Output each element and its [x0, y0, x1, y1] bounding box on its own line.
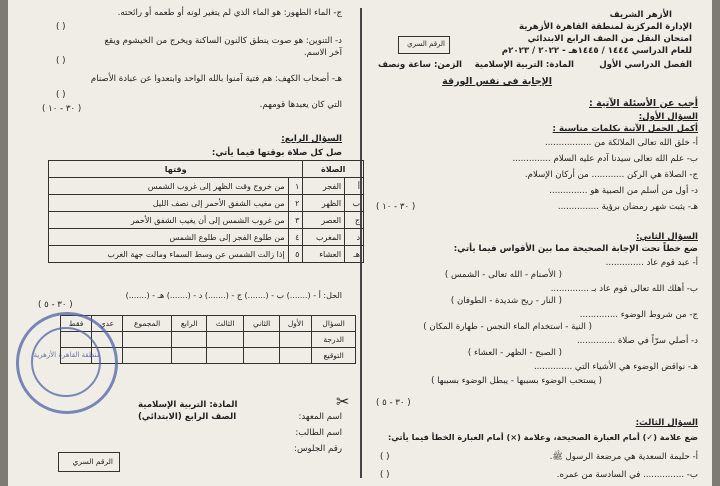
q1-prompt: أكمل الجمل الآتية بكلمات مناسبة :	[552, 124, 698, 134]
q1-item-b: ب- علم الله تعالى سيدنا آدم عليه السلام ..............	[512, 154, 698, 164]
q2-choices-d: ( الصبح - الظهر - العشاء )	[467, 348, 562, 358]
row-prayer: الفجر	[303, 178, 345, 195]
table-row	[49, 229, 364, 246]
exam-paper	[8, 0, 712, 486]
grade-cell	[172, 332, 206, 348]
term-label: الفصل الدراسي الأول	[599, 60, 692, 70]
q2-prompt: ضع خطاً تحت الإجابة الصحيحة مما بين الأقواس فيما يأتي:	[453, 244, 698, 254]
col-time-header: وقتها	[49, 161, 303, 178]
prayer-table	[48, 160, 364, 263]
row-prayer: العصر	[303, 212, 345, 229]
q1-title: السؤال الأول:	[638, 112, 698, 122]
q4-solution: الحل: أ - (.......) ب - (.......) ج - (.......) د - (.......) هـ - (.......)	[125, 291, 342, 300]
grades-header: فقط	[61, 316, 92, 332]
table-row	[49, 178, 364, 195]
row-prayer: الظهر	[303, 195, 345, 212]
left-bracket-e: ( )	[56, 90, 66, 100]
q3-item-b: ب- ............... في السادسة من عمره.	[556, 470, 698, 480]
answer-same-paper: الإجابة في نفس الورقة	[442, 76, 552, 87]
q2-item-e: هـ- نواقض الوضوء هي الأشياء التي ..............	[533, 362, 698, 372]
grades-header: الثاني	[244, 316, 279, 332]
grades-header: الثالث	[206, 316, 244, 332]
secret-number-label: الرقم السري	[407, 40, 445, 48]
q2-item-c: ج- من شروط الوضوء ..............	[579, 310, 698, 320]
row-time: من غروب الشمس إلى أن يغيب الشفق الأحمر	[49, 212, 289, 229]
grades-header: السؤال	[312, 316, 356, 332]
answer-following: أجب عن الأسئلة الآتية :	[589, 98, 698, 109]
row-prayer: المغرب	[303, 229, 345, 246]
q1-item-c: ج- الصلاة هي الركن ............ من أركان الإسلام.	[524, 170, 698, 180]
left-item-e2: التي كان يعبدها قومهم.	[259, 100, 342, 110]
grade-cell	[279, 332, 312, 348]
footer-seat: رقم الجلوس:	[294, 444, 342, 454]
grades-row-label: التوقيع	[312, 348, 356, 364]
header-line4: للعام الدراسي ١٤٤٤ / ١٤٤٥هـ - ٢٠٢٢ / ٢٠٢٣م	[501, 46, 692, 56]
grades-row-label: الدرجة	[312, 332, 356, 348]
q3-title: السؤال الثالث:	[635, 418, 698, 428]
q2-title: السؤال الثاني:	[636, 232, 698, 242]
header-line2: الإدارة المركزية لمنطقة القاهرة الأزهرية	[518, 22, 692, 32]
q3-prompt: ضع علامة (✓) أمام العبارة الصحيحة، وعلامة (×) أمام العبارة الخطأ فيما يأتي:	[387, 432, 698, 442]
header-line3: امتحان النقل من الصف الرابع الابتدائي	[527, 34, 692, 44]
q2-choices-a: ( الأصنام - الله تعالى - الشمس )	[444, 270, 562, 280]
grade-cell	[206, 332, 244, 348]
left-item-c: ج- الماء الطهور: هو الماء الذي لم يتغير لونه أو طعمه أو رائحته.	[117, 8, 342, 18]
row-time: إذا زالت الشمس عن وسط السماء ومالت جهة الغرب	[49, 246, 289, 263]
left-bracket-d: ( )	[56, 56, 66, 66]
grades-header: الرابع	[172, 316, 206, 332]
q3-bracket-b: ( )	[380, 470, 390, 480]
grades-header: الأول	[279, 316, 312, 332]
left-item-d2: آخر الاسم.	[303, 48, 342, 58]
footer-secret-label: الرقم السري	[72, 457, 113, 466]
grade-cell	[244, 348, 279, 364]
secret-number-box	[398, 36, 450, 54]
left-item-d: د- التنوين: هو صوت ينطق كالنون الساكنة ويخرج من الخيشوم ويقع	[104, 36, 342, 46]
row-letter: هـ	[345, 246, 364, 263]
left-item-e: هـ- أصحاب الكهف: هم فتية آمنوا بالله الواحد وابتعدوا عن عبادة الأصنام	[90, 74, 342, 84]
footer-student: اسم الطالب:	[295, 428, 342, 438]
footer-secret-box	[58, 452, 120, 472]
grade-cell	[122, 332, 172, 348]
left-bracket-c: ( )	[56, 22, 66, 32]
row-letter: ج	[345, 212, 364, 229]
row-prayer: العشاء	[303, 246, 345, 263]
row-num: ٣	[288, 212, 303, 229]
footer-institute: اسم المعهد:	[298, 412, 342, 422]
grade-cell	[172, 348, 206, 364]
q1-item-a: أ- خلق الله تعالى الملائكة من .................	[544, 138, 698, 148]
left-top-score: ( ٣٠ - ١٠ )	[42, 104, 82, 114]
q2-item-a: أ- عبد قوم عاد ..............	[605, 258, 698, 268]
q4-title: السؤال الرابع:	[281, 134, 342, 144]
q2-choices-c: ( النية - استخدام الماء النجس - طهارة المكان )	[423, 322, 592, 332]
subject-label: المادة: التربية الإسلامية	[474, 60, 574, 70]
header-line1: الأزهر الشريف	[609, 10, 672, 20]
row-time: من خروج وقت الظهر إلى غروب الشمس	[49, 178, 289, 195]
footer-subject: المادة: التربية الإسلامية	[138, 400, 238, 410]
scissors-icon: ✂	[336, 392, 350, 411]
q4-prompt: صل كل صلاة بوقتها فيما يأتي:	[211, 148, 342, 158]
grade-cell	[244, 332, 279, 348]
stamp-text: منطقة القاهرة الأزهرية	[33, 351, 101, 359]
q2-choices-e: ( يستحب الوضوء بسببها - يبطل الوضوء بسببها )	[431, 376, 602, 386]
row-num: ١	[288, 178, 303, 195]
row-time: من طلوع الفجر إلى طلوع الشمس	[49, 229, 289, 246]
row-letter: د	[345, 229, 364, 246]
table-row	[49, 195, 364, 212]
footer-grade: الصف الرابع (الابتدائي)	[138, 412, 237, 422]
q1-item-d: د- أول من أسلم من الصبية هو ..............	[549, 186, 698, 196]
q2-score: ( ٣٠ - ٥ )	[376, 398, 411, 408]
table-row	[49, 246, 364, 263]
grades-header: المجموع	[122, 316, 172, 332]
grade-cell	[122, 348, 172, 364]
q2-choices-b: ( النار - ريح شديدة - الطوفان )	[450, 296, 562, 306]
q3-bracket-a: ( )	[380, 452, 390, 462]
stamp-inner-ring	[31, 327, 101, 397]
q1-item-e: هـ- يثبت شهر رمضان برؤية ...............	[557, 202, 698, 212]
row-letter: ب	[345, 195, 364, 212]
q4-score: ( ٣٠ - ٥ )	[38, 300, 73, 310]
q2-item-b: ب- أهلك الله تعالى قوم عاد بـ ..............	[550, 284, 698, 294]
table-row	[49, 212, 364, 229]
grade-cell	[279, 348, 312, 364]
row-letter: أ	[345, 178, 364, 195]
time-label: الزمن: ساعة ونصف	[377, 60, 462, 70]
grades-header: عدي	[92, 316, 123, 332]
row-num: ٤	[288, 229, 303, 246]
col-prayer-header: الصلاة	[303, 161, 364, 178]
q2-item-d: د- أصلي سرّاً في صلاة ..............	[576, 336, 698, 346]
row-num: ٢	[288, 195, 303, 212]
q3-item-a: أ- حليمة السعدية هي مرضعة الرسول ﷺ.	[549, 452, 698, 462]
official-stamp	[16, 312, 118, 414]
grade-cell	[206, 348, 244, 364]
prayer-table-header	[49, 161, 364, 178]
row-num: ٥	[288, 246, 303, 263]
row-time: من مغيب الشفق الأحمر إلى نصف الليل	[49, 195, 289, 212]
q1-score: ( ٣٠ - ١٠ )	[376, 202, 416, 212]
